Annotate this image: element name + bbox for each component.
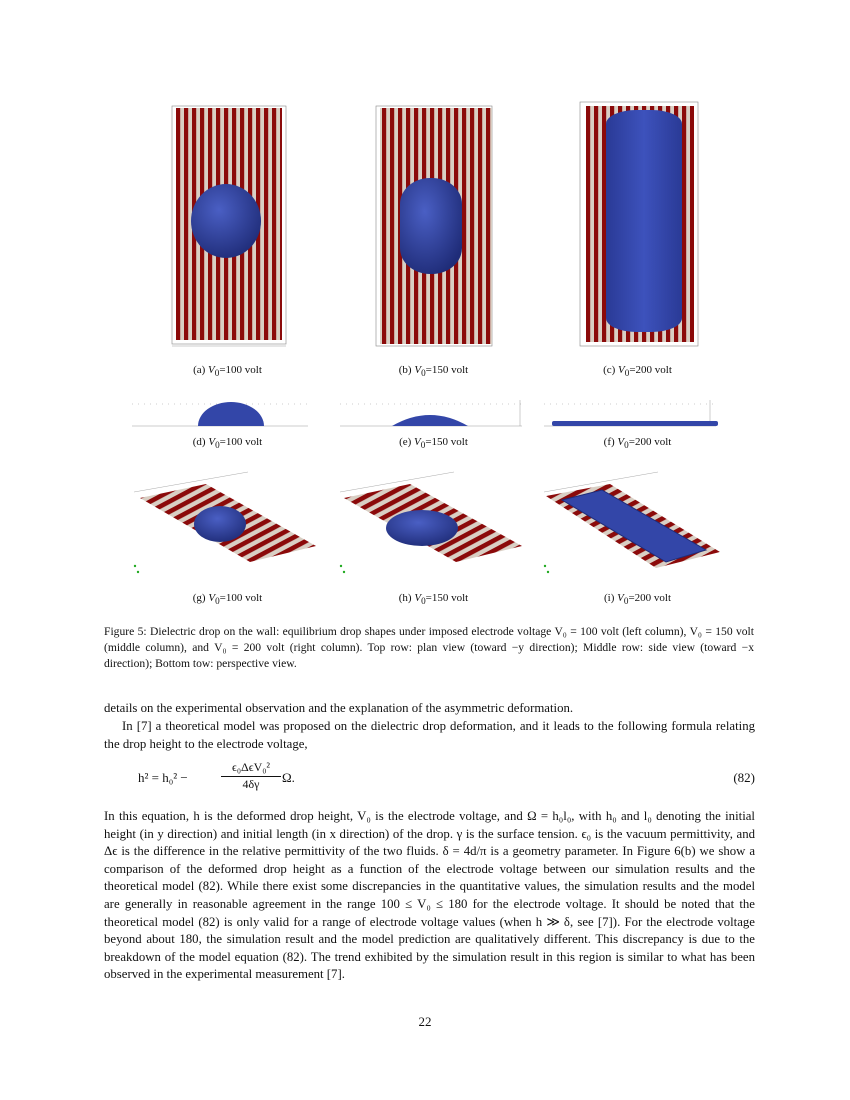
- caption-f: (f) $V_0=200$ volt: [603, 436, 672, 451]
- drop-shape: [552, 421, 718, 426]
- drop-shape: [194, 506, 246, 542]
- equation-numerator: ϵ₀ΔϵV₀²: [221, 760, 281, 777]
- caption-g: (g) $V_0=100$ volt: [192, 592, 263, 607]
- figure-caption: Figure 5: Dielectric drop on the wall: equilibrium drop shapes under imposed electrode voltage V₀ = 100 volt (left column), V₀ = 150 volt (middle column), and V₀ = 200 volt (right column). Top row: plan view (toward −y direction); Middle row: side view (toward −x direction); Bottom tow: perspective view.: [104, 625, 754, 670]
- panel-d-side-view: [128, 396, 312, 430]
- panel-b-plan-view: [366, 94, 501, 356]
- caption-b: (b) $V_0=150$ volt: [398, 364, 469, 379]
- caption-c: (c) $V_0=200$ volt: [603, 364, 672, 379]
- drop-shape: [400, 178, 462, 274]
- drop-shape: [606, 110, 682, 332]
- equation-lhs: h² = h₀² −: [138, 770, 188, 785]
- panel-i-perspective-view: [538, 470, 724, 580]
- paragraph-1: details on the experimental observation and the explanation of the asymmetric deformation.: [104, 701, 574, 715]
- panel-a-plan-view: [160, 94, 295, 356]
- caption-i: (i) $V_0=200$ volt: [603, 592, 672, 607]
- equation-number: (82): [733, 770, 755, 785]
- caption-a: (a) $V_0=100$ volt: [193, 364, 262, 379]
- drop-shape: [386, 510, 458, 546]
- panel-h-perspective-view: [334, 470, 526, 580]
- equation-rhs: Ω.: [282, 770, 295, 785]
- paragraph-2: In [7] a theoretical model was proposed on the dielectric drop deformation, and it leads to the following formula relating the drop height to the electrode voltage,: [104, 719, 755, 751]
- paragraph-3: In this equation, h is the deformed drop height, V₀ is the electrode voltage, and Ω = h₀l₀, with h₀ and l₀ denoting the initial height (in y direction) and initial length (in x direction) of the drop. γ is the surface tension. ϵ₀ is the vacuum permittivity, and Δϵ is the difference in the relative permittivity of the two fluids. δ = 4d/π is a geometry parameter. In Figure 6(b) we show a comparison of the deformed drop height as a function of the electrode voltage between our simulation results and the theoretical model (82). While there exist some discrepancies in the quantitative values, the simulation results and the model are generally in reasonable agreement in the range 100 ≤ V₀ ≤ 180 for the electrode voltage. It should be noted that the theoretical model (82) is only valid for a range of electrode voltage values (when h ≫ δ, see [7]). For the electrode voltage beyond about 180, the simulation result and the model prediction are qualitatively different. This discrepancy is due to the breakdown of the model equation (82). The trend exhibited by the simulation result in this region is similar to what has been observed in the experimental measurement [7].: [104, 809, 755, 982]
- panel-e-side-view: [336, 396, 526, 430]
- equation-fraction: [221, 760, 281, 792]
- drop-shape: [392, 415, 468, 426]
- panel-f-side-view: [540, 396, 720, 430]
- drop-shape: [198, 402, 264, 426]
- caption-e: (e) $V_0=150$ volt: [399, 436, 468, 451]
- page-number: 22: [418, 1014, 432, 1029]
- panel-c-plan-view: [570, 94, 705, 356]
- drop-shape: [191, 184, 261, 258]
- panel-g-perspective-view: [128, 470, 320, 580]
- equation-denominator: 4δγ: [242, 777, 260, 791]
- caption-d: (d) $V_0=100$ volt: [192, 436, 263, 451]
- caption-h: (h) $V_0=150$ volt: [398, 592, 469, 607]
- equation-82: [104, 760, 755, 800]
